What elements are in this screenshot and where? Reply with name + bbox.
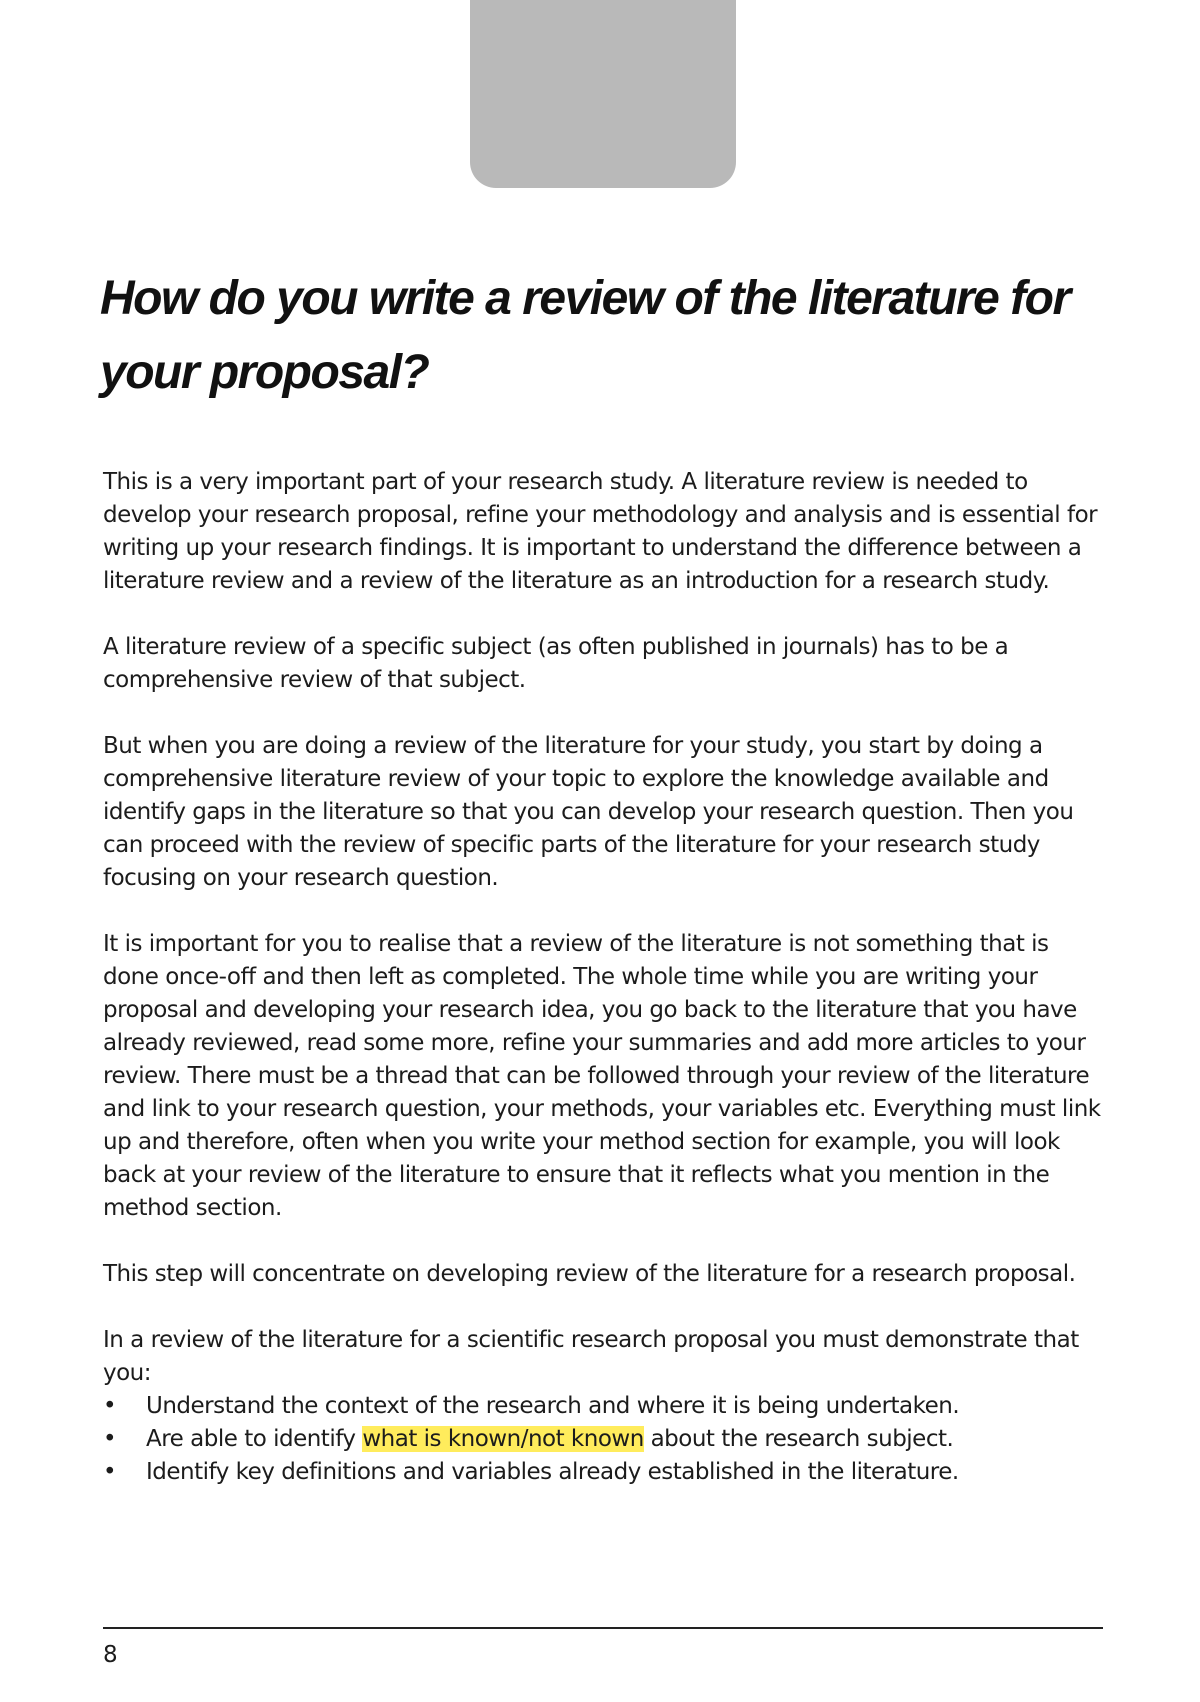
footer-divider [103, 1627, 1103, 1629]
list-item-text-before: Are able to identify [146, 1426, 363, 1452]
paragraph: This is a very important part of your research study. A literature review is needed to develop your research proposal, refine your methodology and analysis and is essential for writing up your research findings. It is important to understand the difference between a literature review and a review of the literature as an introduction for a research study. [103, 469, 1098, 594]
list-intro: In a review of the literature for a scientific research proposal you must demonstrate that you: [103, 1327, 1079, 1386]
highlighted-text: what is known/not known [362, 1426, 644, 1452]
list-item [103, 1390, 1108, 1423]
bullet-icon: • [103, 1426, 117, 1452]
list-item-text: Identify key definitions and variables already established in the literature. [146, 1459, 959, 1485]
chapter-tab [470, 0, 736, 188]
list-item-text-after: about the research subject. [643, 1426, 954, 1452]
bullet-icon: • [103, 1459, 117, 1485]
list-item [103, 1456, 1108, 1489]
paragraph: A literature review of a specific subject (as often published in journals) has to be a comprehensive review of that subject. [103, 634, 1009, 693]
body-text [103, 466, 1108, 1489]
paragraph: It is important for you to realise that a review of the literature is not something that is done once-off and then left as completed. The whole time while you are writing your proposal and developing your research idea, you go back to the literature that you have already reviewed, read some more, refine your summaries and add more articles to your review. There must be a thread that can be followed through your review of the literature and link to your research question, your methods, your variables etc. Everything must link up and therefore, often when you write your method section for example, you will look back at your review of the literature to ensure that it reflects what you mention in the method section. [103, 931, 1101, 1221]
list-item [103, 1423, 1108, 1456]
bullet-list [103, 1390, 1108, 1489]
page-number: 8 [103, 1642, 118, 1668]
paragraph: But when you are doing a review of the literature for your study, you start by doing a comprehensive literature review of your topic to explore the knowledge available and identify gaps in the literature so that you can develop your research question. Then you can proceed with the review of specific parts of the literature for your research study focusing on your research question. [103, 733, 1074, 891]
bullet-icon: • [103, 1393, 117, 1419]
list-item-text: Understand the context of the research and where it is being undertaken. [146, 1393, 960, 1419]
page-title: How do you write a review of the literature for your proposal? [100, 272, 1070, 399]
paragraph: This step will concentrate on developing review of the literature for a research proposal. [103, 1261, 1076, 1287]
